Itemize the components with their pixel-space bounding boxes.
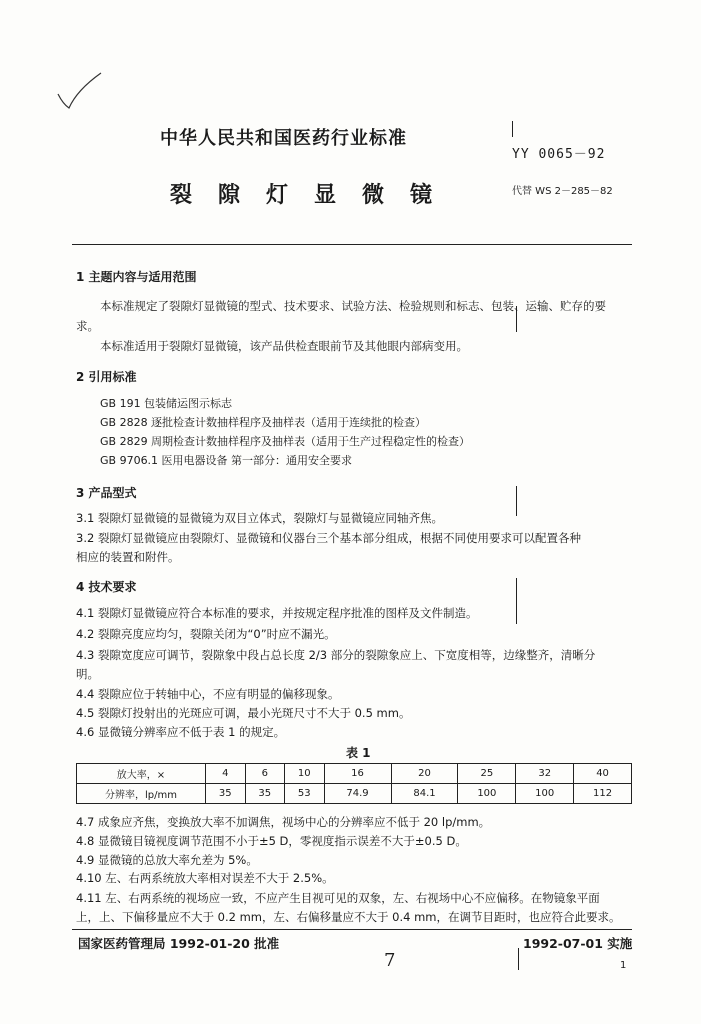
clause-3-2-cont: 相应的装置和附件。 — [76, 550, 180, 564]
clause-4-10: 4.10 左、右两系统放大率相对误差不大于 2.5%。 — [76, 871, 334, 885]
document-title: 裂隙灯显微镜 — [170, 183, 459, 208]
footer-divider — [518, 948, 519, 970]
clause-4-6: 4.6 显微镜分辨率应不低于表 1 的规定。 — [76, 725, 286, 739]
row-label: 分辨率，lp/mm — [77, 784, 206, 804]
clause-4-1: 4.1 裂隙灯显微镜应符合本标准的要求，并按规定程序批准的图样及文件制造。 — [76, 606, 478, 620]
row-label: 放大率，× — [77, 764, 206, 784]
section-1-paragraph-cont: 求。 — [76, 319, 99, 333]
reference-item: GB 191 包装储运图示标志 — [100, 397, 233, 410]
check-mark-icon — [55, 70, 105, 115]
standard-number: YY 0065－92 — [512, 147, 606, 162]
section-2-heading: 2 引用标准 — [76, 370, 137, 384]
reference-item: GB 2828 逐批检查计数抽样程序及抽样表（适用于连续批的检查） — [100, 416, 427, 429]
section-1-scope: 本标准适用于裂隙灯显微镜，该产品供检查眼前节及其他眼内部病变用。 — [100, 339, 468, 353]
table-cell: 32 — [516, 764, 574, 784]
clause-4-3-cont: 明。 — [76, 667, 99, 681]
table-cell: 84.1 — [391, 784, 458, 804]
approval-line: 国家医药管理局 1992-01-20 批准 — [78, 936, 280, 951]
resolution-table — [76, 763, 632, 804]
clause-3-1: 3.1 裂隙灯显微镜的显微镜为双目立体式，裂隙灯与显微镜应同轴齐焦。 — [76, 511, 443, 525]
table-cell: 40 — [574, 764, 632, 784]
table-cell: 53 — [285, 784, 325, 804]
footer-rule — [72, 929, 632, 930]
header-divider — [512, 121, 513, 137]
table-caption: 表 1 — [346, 746, 371, 760]
table-cell: 16 — [324, 764, 391, 784]
margin-mark — [516, 486, 517, 516]
section-3-heading: 3 产品型式 — [76, 486, 137, 500]
implementation-date: 1992-07-01 实施 — [523, 936, 633, 951]
table-cell: 100 — [458, 784, 516, 804]
table-cell: 35 — [206, 784, 246, 804]
header-rule — [72, 244, 632, 245]
clause-4-3: 4.3 裂隙宽度应可调节，裂隙象中段占总长度 2/3 部分的裂隙象应上、下宽度相等，边缘整齐，清晰分 — [76, 648, 596, 662]
table-cell: 100 — [516, 784, 574, 804]
clause-4-9: 4.9 显微镜的总放大率允差为 5%。 — [76, 853, 258, 867]
table-cell: 25 — [458, 764, 516, 784]
clause-4-4: 4.4 裂隙应位于转轴中心，不应有明显的偏移现象。 — [76, 687, 340, 701]
table-cell: 112 — [574, 784, 632, 804]
clause-4-8: 4.8 显微镜目镜视度调节范围不小于±5 D，零视度指示误差不大于±0.5 D。 — [76, 834, 467, 848]
table-cell: 20 — [391, 764, 458, 784]
reference-item: GB 2829 周期检查计数抽样程序及抽样表（适用于生产过程稳定性的检查） — [100, 435, 471, 448]
clause-4-11: 4.11 左、右两系统的视场应一致，不应产生目视可见的双象，左、右视场中心不应偏移。在物镜象平面 — [76, 891, 600, 905]
table-row — [77, 764, 632, 784]
reference-item: GB 9706.1 医用电器设备 第一部分：通用安全要求 — [100, 454, 353, 467]
clause-4-2: 4.2 裂隙亮度应均匀，裂隙关闭为“0”时应不漏光。 — [76, 627, 336, 641]
clause-4-11-cont: 上，上、下偏移量应不大于 0.2 mm，左、右偏移量应不大于 0.4 mm，在调节目距时，也应符合此要求。 — [76, 910, 621, 924]
section-4-heading: 4 技术要求 — [76, 580, 137, 594]
clause-3-2: 3.2 裂隙灯显微镜应由裂隙灯、显微镜和仪器台三个基本部分组成，根据不同使用要求可以配置各种 — [76, 531, 581, 545]
table-row — [77, 784, 632, 804]
section-1-paragraph: 本标准规定了裂隙灯显微镜的型式、技术要求、试验方法、检验规则和标志、包装、运输、贮存的要 — [100, 299, 606, 313]
page-number: 1 — [620, 960, 627, 971]
table-cell: 10 — [285, 764, 325, 784]
table-cell: 35 — [245, 784, 285, 804]
clause-4-5: 4.5 裂隙灯投射出的光斑应可调，最小光斑尺寸不大于 0.5 mm。 — [76, 706, 411, 720]
table-cell: 6 — [245, 764, 285, 784]
clause-4-7: 4.7 成象应齐焦，变换放大率不加调焦，视场中心的分辨率应不低于 20 lp/mm。 — [76, 815, 491, 829]
table-cell: 74.9 — [324, 784, 391, 804]
margin-mark — [516, 578, 517, 624]
organization-heading: 中华人民共和国医药行业标准 — [160, 128, 407, 149]
section-1-heading: 1 主题内容与适用范围 — [76, 270, 197, 284]
table-cell: 4 — [206, 764, 246, 784]
replaces-note: 代替 WS 2－285－82 — [512, 186, 613, 197]
handwritten-page-number: 7 — [384, 950, 396, 971]
